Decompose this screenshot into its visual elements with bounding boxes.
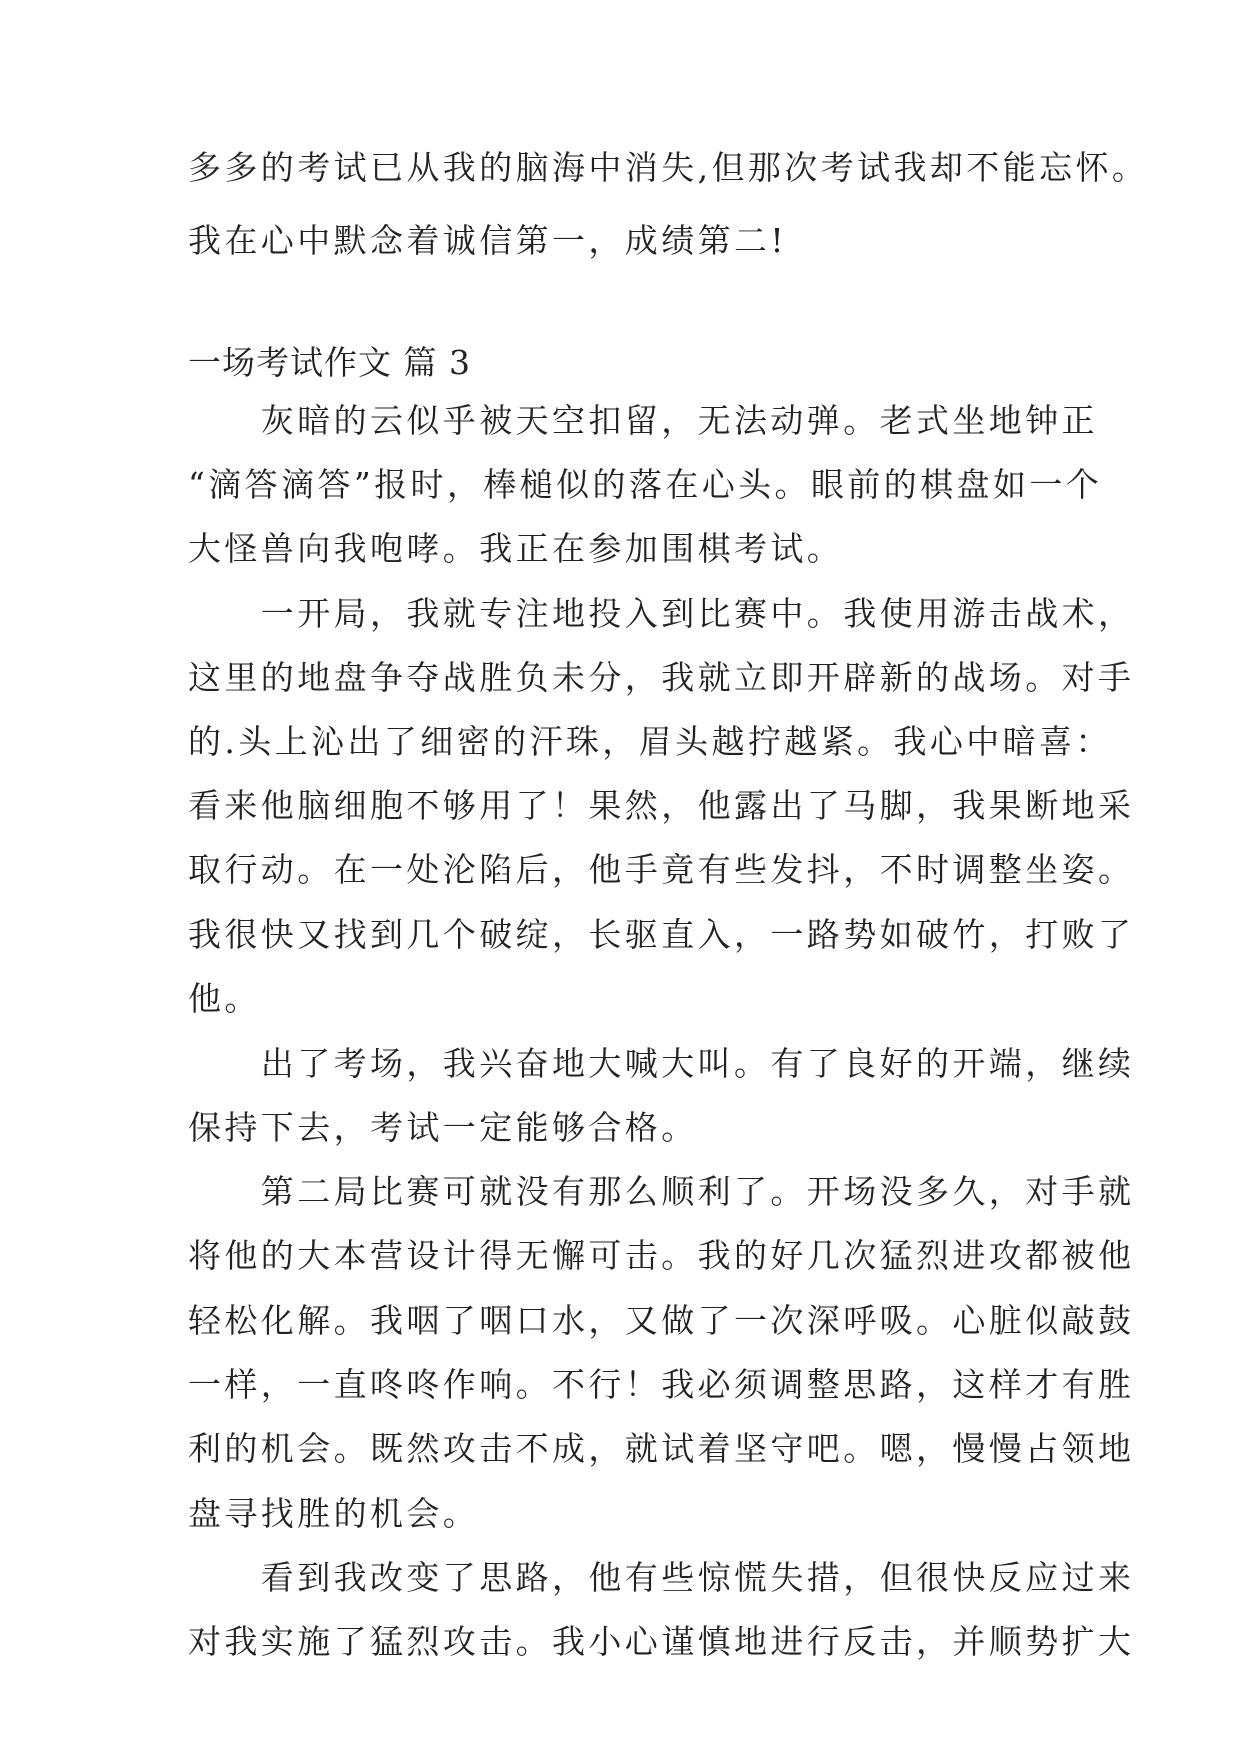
paragraph-line: 他。 — [188, 979, 261, 1018]
paragraph-line: 看到我改变了思路，他有些惊慌失措，但很快反应过来 — [188, 1558, 1135, 1597]
paragraph-line: 大怪兽向我咆哮。我正在参加围棋考试。 — [188, 529, 844, 568]
paragraph-line: 的.头上沁出了细密的汗珠，眉头越拧越紧。我心中暗喜： — [188, 722, 1112, 761]
paragraph-line: 这里的地盘争夺战胜负未分，我就立即开辟新的战场。对手 — [188, 658, 1135, 697]
paragraph-line: “滴答滴答”报时，棒槌似的落在心头。眼前的棋盘如一个 — [188, 465, 1103, 504]
paragraph-line: 我很快又找到几个破绽，长驱直入，一路势如破竹，打败了 — [188, 915, 1135, 954]
paragraph-line: 将他的大本营设计得无懈可击。我的好几次猛烈进攻都被他 — [188, 1236, 1135, 1275]
paragraph-line: 盘寻找胜的机会。 — [188, 1494, 480, 1533]
paragraph-line: 灰暗的云似乎被天空扣留，无法动弹。老式坐地钟正 — [188, 401, 1098, 440]
paragraph-line: 对我实施了猛烈攻击。我小心谨慎地进行反击，并顺势扩大 — [188, 1622, 1135, 1661]
section-title: 一场考试作文 篇 3 — [188, 343, 471, 382]
paragraph-line: 利的机会。既然攻击不成，就试着坚守吧。嗯，慢慢占领地 — [188, 1429, 1135, 1468]
paragraph-line: 我在心中默念着诚信第一，成绩第二! — [188, 221, 788, 260]
paragraph-line: 多多的考试已从我的脑海中消失,但那次考试我却不能忘怀。 — [188, 148, 1149, 187]
paragraph-line: 轻松化解。我咽了咽口水，又做了一次深呼吸。心脏似敲鼓 — [188, 1301, 1135, 1340]
paragraph-line: 一开局，我就专注地投入到比赛中。我使用游击战术， — [188, 594, 1135, 633]
paragraph-line: 出了考场，我兴奋地大喊大叫。有了良好的开端，继续 — [188, 1044, 1135, 1083]
paragraph-line: 第二局比赛可就没有那么顺利了。开场没多久，对手就 — [188, 1172, 1135, 1211]
paragraph-line: 取行动。在一处沦陷后，他手竟有些发抖，不时调整坐姿。 — [188, 850, 1135, 889]
paragraph-line: 保持下去，考试一定能够合格。 — [188, 1108, 698, 1147]
paragraph-line: 看来他脑细胞不够用了！果然，他露出了马脚，我果断地采 — [188, 786, 1135, 825]
paragraph-line: 一样，一直咚咚作响。不行！我必须调整思路，这样才有胜 — [188, 1365, 1135, 1404]
